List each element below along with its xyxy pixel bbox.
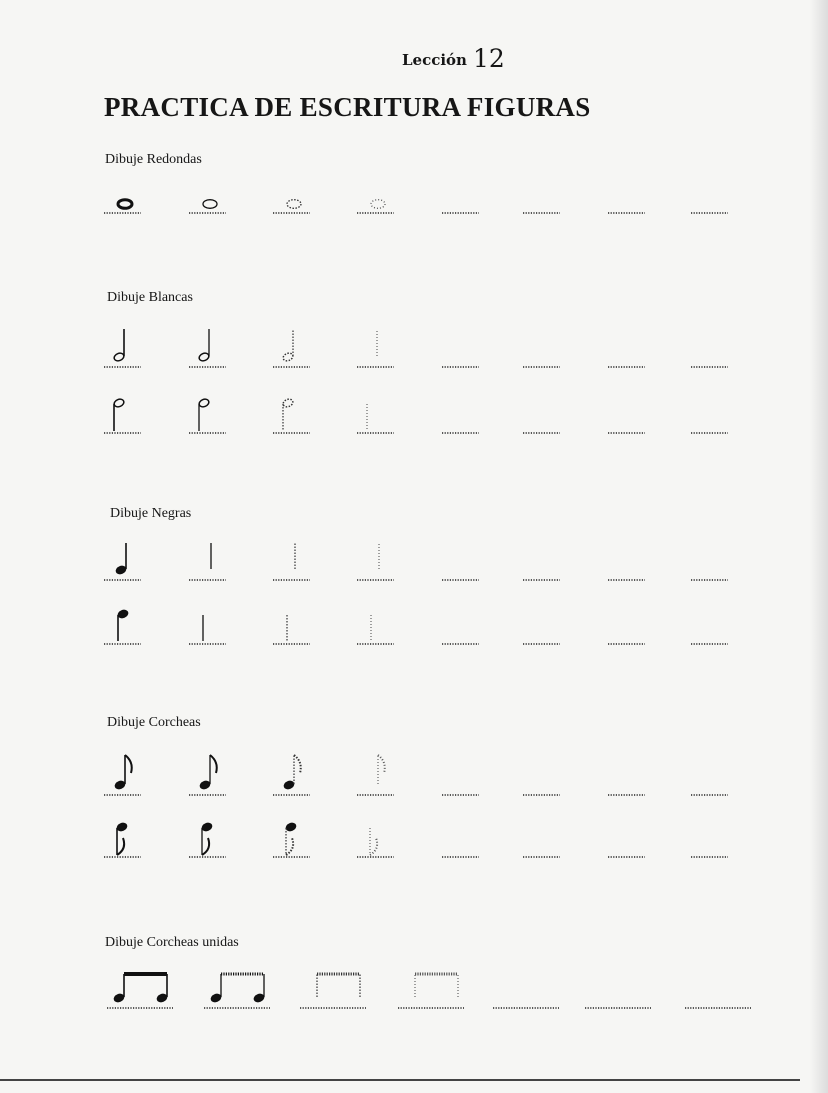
eighth-note-head: [201, 822, 213, 832]
half-note-head: [113, 398, 125, 408]
practice-cell: [273, 200, 310, 213]
beamed-note-head: [210, 993, 222, 1003]
practice-cell: [357, 755, 394, 795]
practice-cell: [189, 398, 226, 433]
practice-cell: [398, 974, 464, 1008]
practice-cell: [357, 404, 394, 433]
practice-cell: [273, 543, 310, 580]
practice-cell: [104, 398, 141, 433]
section-label-redondas: Dibuje Redondas: [105, 152, 202, 167]
practice-cell: [104, 543, 141, 580]
eighth-flag: [286, 838, 293, 855]
practice-cell: [357, 329, 394, 367]
page-title: PRACTICA DE ESCRITURA FIGURAS: [104, 92, 591, 122]
beamed-note-head: [253, 993, 265, 1003]
eighth-flag: [294, 755, 301, 773]
eighth-flag: [210, 755, 217, 773]
eighth-note-head: [116, 822, 128, 832]
row-blancas-stem-up: [104, 329, 728, 367]
practice-cell: [104, 200, 141, 213]
practice-cell: [107, 974, 173, 1008]
whole-note: [371, 200, 385, 209]
half-note-head: [113, 352, 125, 362]
practice-cell: [189, 755, 226, 795]
whole-note: [287, 200, 301, 209]
eighth-note-head: [285, 822, 297, 832]
whole-note: [203, 200, 217, 209]
practice-cell: [204, 974, 270, 1008]
row-corcheas-stem-down: [104, 822, 728, 857]
practice-cell: [357, 828, 394, 857]
practice-cell: [189, 329, 226, 367]
practice-cell: [300, 974, 366, 1008]
practice-cell: [273, 398, 310, 433]
whole-note: [118, 200, 132, 209]
row-redondas: [104, 200, 728, 213]
row-corcheas-unidas: [107, 974, 751, 1008]
half-note-head: [198, 352, 210, 362]
practice-cell: [273, 822, 310, 857]
section-label-negras: Dibuje Negras: [110, 506, 192, 521]
practice-cell: [357, 200, 394, 213]
section-label-corcheas-unidas: Dibuje Corcheas unidas: [105, 935, 239, 950]
row-blancas-stem-down: [104, 398, 728, 433]
row-negras-stem-down: [104, 609, 728, 644]
practice-cell: [273, 329, 310, 367]
practice-cell: [273, 615, 310, 644]
practice-cell: [189, 200, 226, 213]
practice-cell: [104, 755, 141, 795]
practice-cell: [273, 755, 310, 795]
half-note-head: [282, 352, 294, 362]
eighth-note-head: [114, 780, 126, 790]
eighth-flag: [370, 838, 377, 855]
eighth-flag: [202, 838, 209, 855]
practice-cell: [104, 329, 141, 367]
beamed-note-head: [156, 993, 168, 1003]
practice-cell: [357, 615, 394, 644]
practice-cell: [189, 822, 226, 857]
eighth-note-head: [199, 780, 211, 790]
eighth-flag: [125, 755, 132, 773]
practice-cell: [189, 543, 226, 580]
eighth-flag: [117, 838, 124, 855]
half-note-head: [282, 398, 294, 408]
practice-cell: [357, 543, 394, 580]
quarter-note-head: [115, 565, 127, 575]
practice-cell: [189, 615, 226, 644]
quarter-note-head: [117, 609, 129, 619]
lesson-number: 12: [472, 44, 505, 73]
practice-cell: [104, 609, 141, 644]
eighth-flag: [378, 755, 385, 773]
eighth-note-head: [283, 780, 295, 790]
half-note-head: [198, 398, 210, 408]
row-corcheas-stem-up: [104, 755, 728, 795]
lesson-label: Lección: [402, 51, 467, 69]
section-label-blancas: Dibuje Blancas: [107, 290, 193, 305]
beamed-note-head: [113, 993, 125, 1003]
practice-cell: [104, 822, 141, 857]
page-bottom-edge: [0, 1079, 800, 1081]
section-label-corcheas: Dibuje Corcheas: [107, 715, 201, 730]
row-negras-stem-up: [104, 543, 728, 580]
